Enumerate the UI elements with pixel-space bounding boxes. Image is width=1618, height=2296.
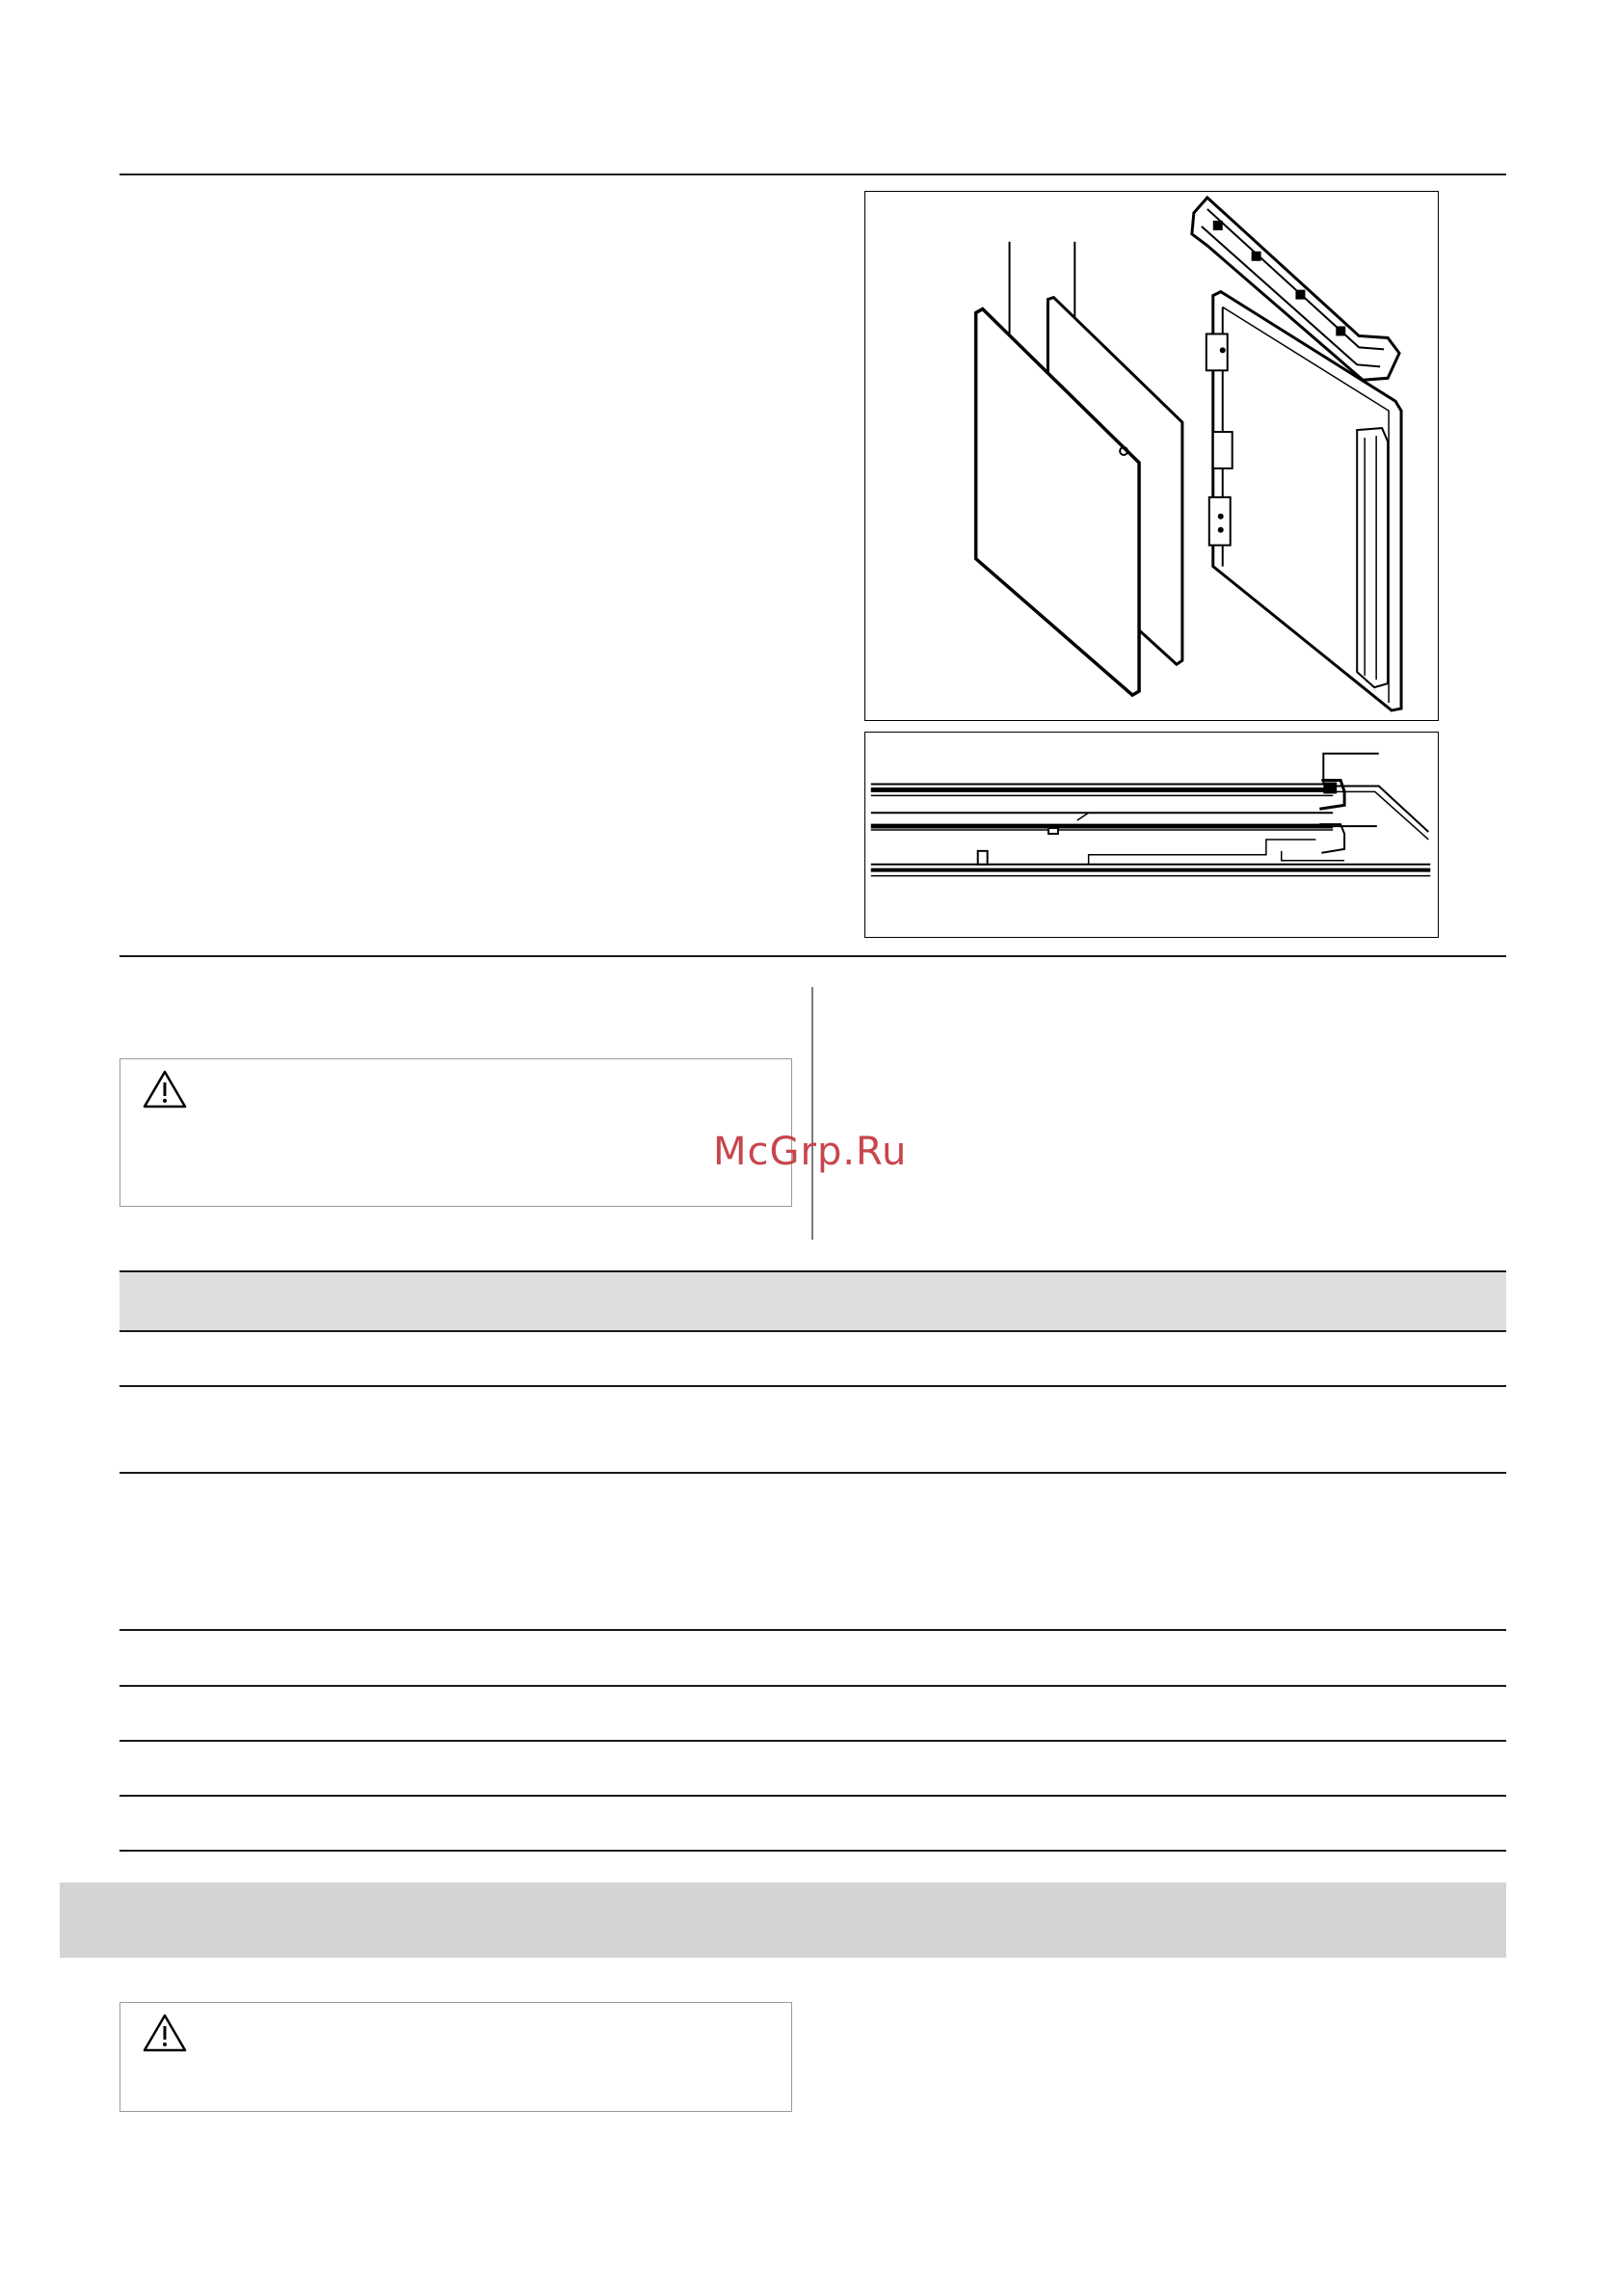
table-row bbox=[119, 1472, 1506, 1474]
section-heading-band bbox=[60, 1882, 1506, 1958]
cross-section-figure bbox=[864, 732, 1439, 938]
warning-triangle-icon bbox=[142, 1069, 188, 1109]
watermark: McGrp.Ru bbox=[713, 1130, 908, 1174]
table-row bbox=[119, 1629, 1506, 1631]
table-header bbox=[119, 1270, 1506, 1330]
door-cross-section-diagram bbox=[865, 733, 1438, 937]
oven-door-glass-panels-diagram bbox=[865, 192, 1438, 720]
exploded-view-figure bbox=[864, 191, 1439, 721]
warning-triangle-icon bbox=[142, 2013, 188, 2053]
table-row bbox=[119, 1740, 1506, 1742]
warning-box bbox=[119, 1058, 792, 1207]
table-row bbox=[119, 1795, 1506, 1797]
table-row bbox=[119, 1330, 1506, 1332]
warning-box bbox=[119, 2002, 792, 2112]
table-row bbox=[119, 1385, 1506, 1387]
column-divider bbox=[811, 987, 813, 1240]
table-row bbox=[119, 1850, 1506, 1852]
top-rule bbox=[119, 174, 1506, 175]
table-row bbox=[119, 1685, 1506, 1687]
middle-rule bbox=[119, 955, 1506, 957]
